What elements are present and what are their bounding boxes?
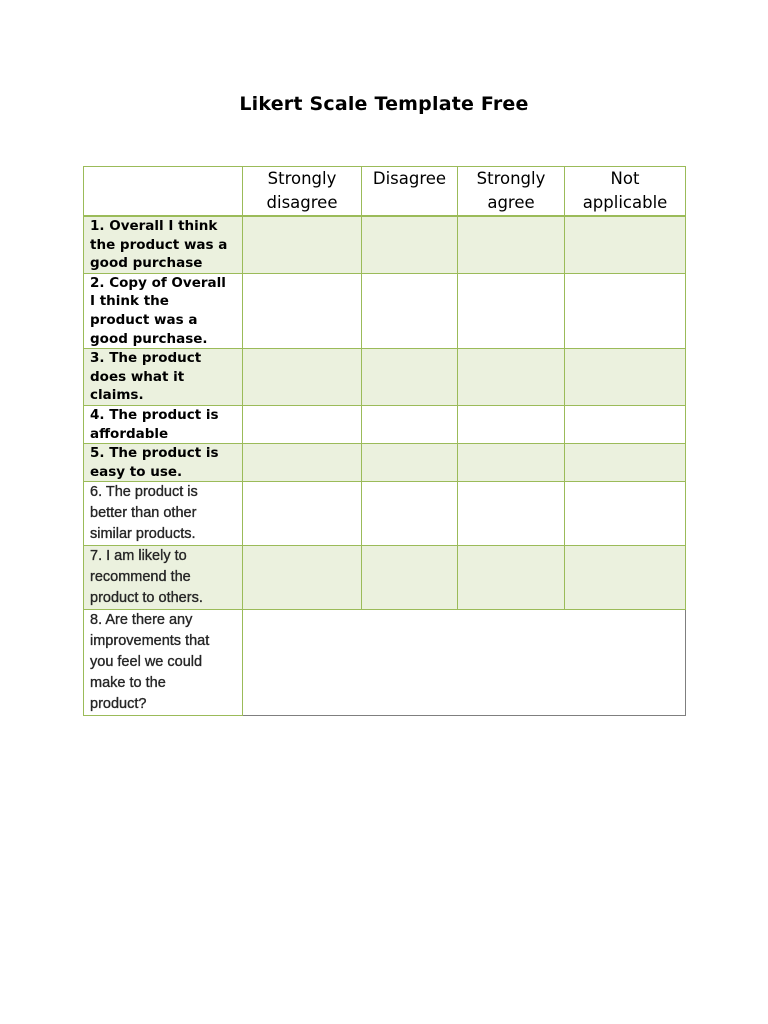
column-header-strongly-disagree (243, 167, 362, 217)
response-cell-strongly-agree[interactable] (458, 216, 565, 273)
table-row (84, 273, 686, 348)
question-cell: 8. Are there any improvements that you feel we could make to the product? (84, 610, 243, 716)
response-cell-not-applicable[interactable] (565, 273, 686, 348)
header-row (84, 167, 686, 217)
response-cell-strongly-disagree[interactable] (243, 273, 362, 348)
column-header-label: Disagree (372, 169, 447, 188)
response-cell-strongly-disagree[interactable] (243, 405, 362, 443)
response-cell-strongly-disagree[interactable] (243, 546, 362, 610)
page-title: Likert Scale Template Free (239, 93, 529, 115)
question-cell: 4. The product is affordable (84, 405, 243, 443)
response-cell-strongly-agree[interactable] (458, 444, 565, 482)
question-cell: 5. The product is easy to use. (84, 444, 243, 482)
table-row (84, 610, 686, 716)
response-cell-not-applicable[interactable] (565, 546, 686, 610)
likert-scale-table (83, 166, 686, 716)
table-row (84, 216, 686, 273)
column-header-disagree (362, 167, 458, 217)
header-blank-cell (84, 167, 243, 217)
question-cell: 7. I am likely to recommend the product to others. (84, 546, 243, 610)
column-header-label: Strongly disagree (266, 169, 338, 212)
response-cell-disagree[interactable] (362, 349, 458, 406)
question-cell: 2. Copy of Overall I think the product was a good purchase. (84, 273, 243, 348)
response-cell-strongly-agree[interactable] (458, 273, 565, 348)
table-row (84, 482, 686, 546)
response-cell-strongly-agree[interactable] (458, 349, 565, 406)
response-cell-disagree[interactable] (362, 216, 458, 273)
open-response-field[interactable] (243, 610, 686, 716)
question-cell: 3. The product does what it claims. (84, 349, 243, 406)
response-cell-not-applicable[interactable] (565, 482, 686, 546)
response-cell-disagree[interactable] (362, 546, 458, 610)
response-cell-not-applicable[interactable] (565, 349, 686, 406)
question-cell: 1. Overall I think the product was a good purchase (84, 216, 243, 273)
response-cell-strongly-disagree[interactable] (243, 482, 362, 546)
table-row (84, 546, 686, 610)
column-header-strongly-agree (458, 167, 565, 217)
column-header-label: Strongly agree (476, 169, 546, 212)
table-row (84, 405, 686, 443)
response-cell-not-applicable[interactable] (565, 216, 686, 273)
response-cell-not-applicable[interactable] (565, 405, 686, 443)
response-cell-strongly-disagree[interactable] (243, 216, 362, 273)
column-header-not-applicable (565, 167, 686, 217)
response-cell-strongly-disagree[interactable] (243, 444, 362, 482)
table-row (84, 349, 686, 406)
response-cell-strongly-agree[interactable] (458, 405, 565, 443)
response-cell-disagree[interactable] (362, 482, 458, 546)
response-cell-strongly-agree[interactable] (458, 482, 565, 546)
column-header-label: Not applicable (582, 169, 668, 212)
response-cell-disagree[interactable] (362, 405, 458, 443)
response-cell-strongly-agree[interactable] (458, 546, 565, 610)
response-cell-not-applicable[interactable] (565, 444, 686, 482)
response-cell-disagree[interactable] (362, 444, 458, 482)
table-row (84, 444, 686, 482)
response-cell-strongly-disagree[interactable] (243, 349, 362, 406)
response-cell-disagree[interactable] (362, 273, 458, 348)
question-cell: 6. The product is better than other similar products. (84, 482, 243, 546)
